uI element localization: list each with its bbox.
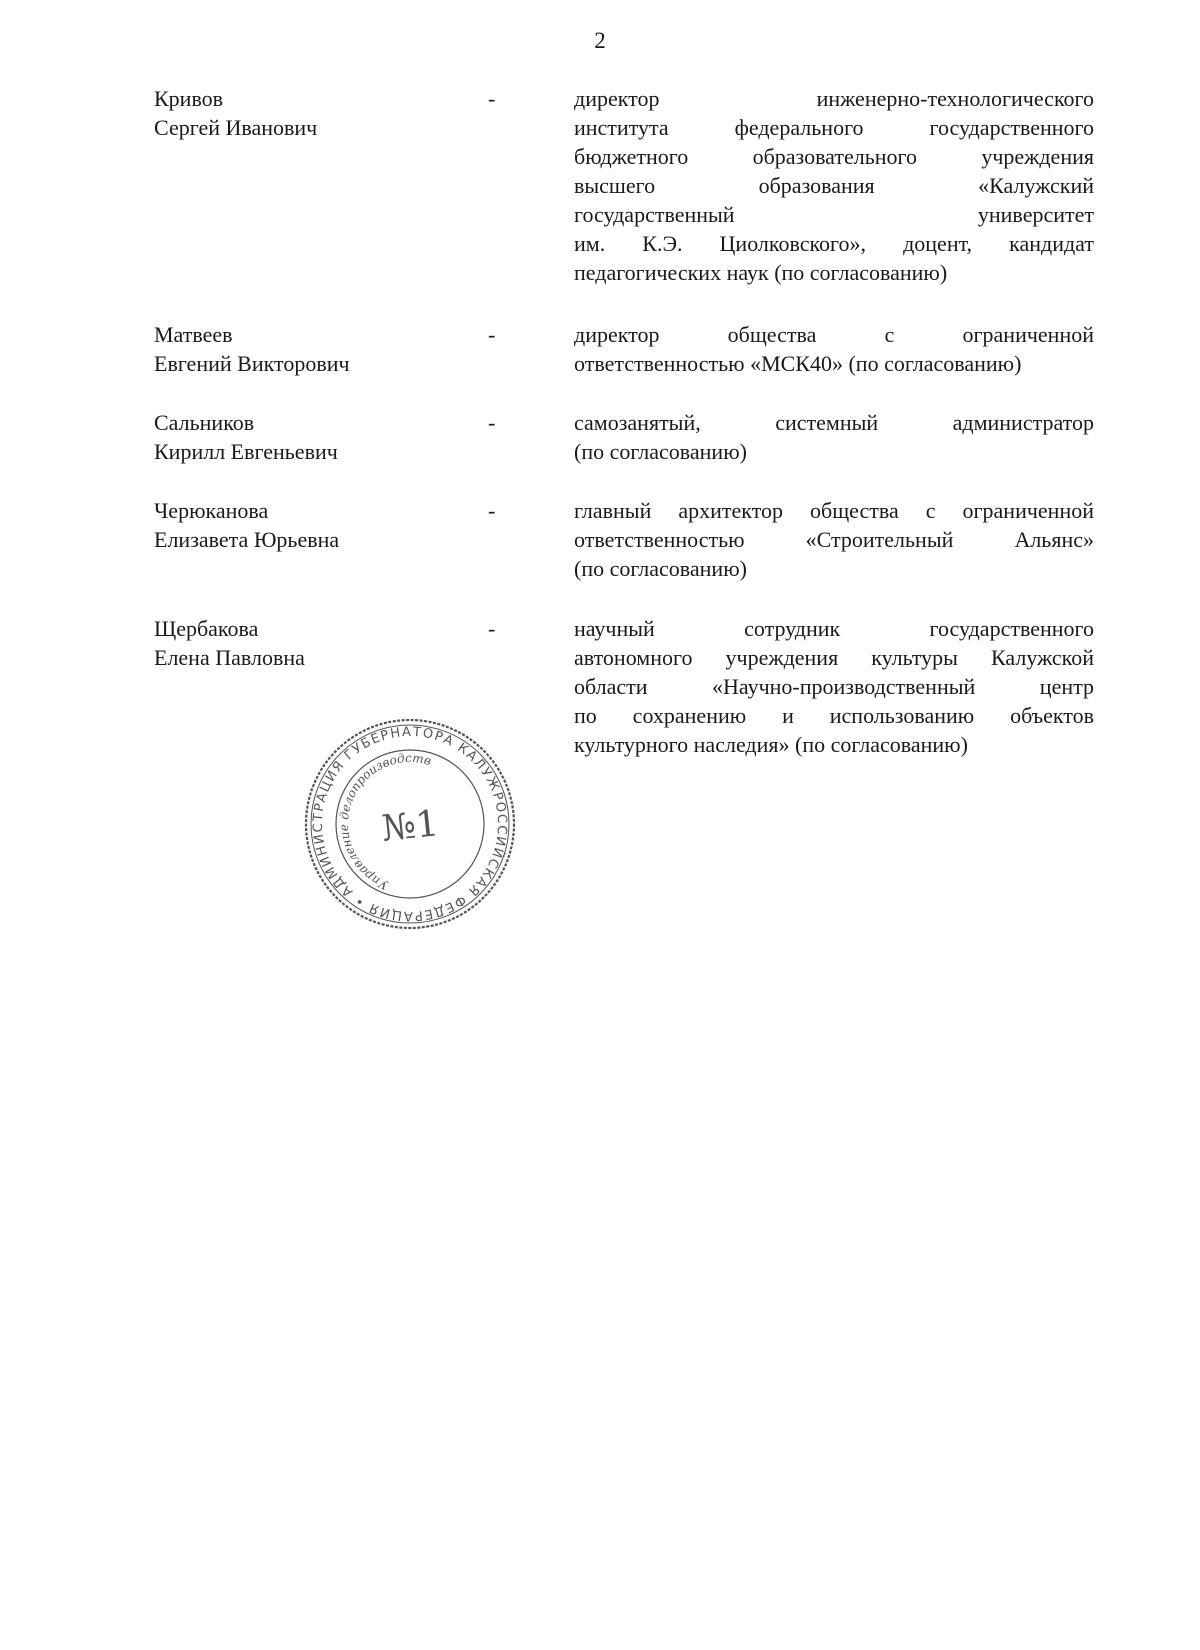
official-seal — [300, 714, 520, 934]
member-name — [154, 320, 454, 378]
position-line: по сохранению и использованию объектов — [574, 703, 1094, 728]
seal-inner-text: Управление делопроизводства — [336, 750, 433, 893]
member-name — [154, 84, 454, 142]
position-line: им. К.Э. Циолковского», доцент, кандидат — [574, 231, 1094, 256]
position-line: директор инженерно-технологического — [574, 86, 1094, 111]
position-line: института федерального государственного — [574, 115, 1094, 140]
position-line: культурного наследия» (по согласованию) — [574, 732, 968, 757]
position-line: научный сотрудник государственного — [574, 616, 1094, 641]
member-given-names: Евгений Викторович — [154, 351, 350, 376]
member-surname: Матвеев — [154, 322, 233, 347]
member-given-names: Сергей Иванович — [154, 115, 318, 140]
position-line: директор общества с ограниченной — [574, 322, 1094, 347]
member-name — [154, 614, 454, 672]
dash-separator: - — [488, 322, 496, 347]
member-position — [574, 320, 1094, 378]
member-surname: Щербакова — [154, 616, 259, 641]
member-given-names: Кирилл Евгеньевич — [154, 439, 338, 464]
member-surname: Кривов — [154, 86, 224, 111]
member-given-names: Елена Павловна — [154, 645, 305, 670]
position-line: бюджетного образовательного учреждения — [574, 144, 1094, 169]
member-name — [154, 408, 454, 466]
position-line: главный архитектор общества с ограниченной — [574, 498, 1094, 523]
position-line: самозанятый, системный администратор — [574, 410, 1094, 435]
member-surname: Черюканова — [154, 498, 269, 523]
position-line: государственный университет — [574, 202, 1094, 227]
member-position — [574, 614, 1094, 759]
member-surname: Сальников — [154, 410, 255, 435]
position-line: ответственностью «Строительный Альянс» — [574, 527, 1094, 552]
position-line: (по согласованию) — [574, 439, 747, 464]
position-line: области «Научно-производственный центр — [574, 674, 1094, 699]
seal-outer-text: РОССИЙСКАЯ ФЕДЕРАЦИЯ • АДМИНИСТРАЦИЯ ГУБЕРНАТОРА КАЛУЖСКОЙ — [310, 724, 510, 924]
member-name — [154, 496, 454, 554]
position-line: высшего образования «Калужский — [574, 173, 1094, 198]
dash-separator: - — [488, 410, 496, 435]
page-number: 2 — [594, 28, 606, 53]
position-line: автономного учреждения культуры Калужской — [574, 645, 1094, 670]
member-given-names: Елизавета Юрьевна — [154, 527, 340, 552]
dash-separator: - — [488, 86, 496, 111]
member-position — [574, 84, 1094, 287]
seal-center-number: №1 — [379, 803, 441, 850]
member-position — [574, 408, 1094, 466]
position-line: (по согласованию) — [574, 556, 747, 581]
dash-separator: - — [488, 498, 496, 523]
position-line: ответственностью «МСК40» (по согласованию) — [574, 351, 1022, 376]
dash-separator: - — [488, 616, 496, 641]
member-position — [574, 496, 1094, 583]
position-line: педагогических наук (по согласованию) — [574, 260, 948, 285]
